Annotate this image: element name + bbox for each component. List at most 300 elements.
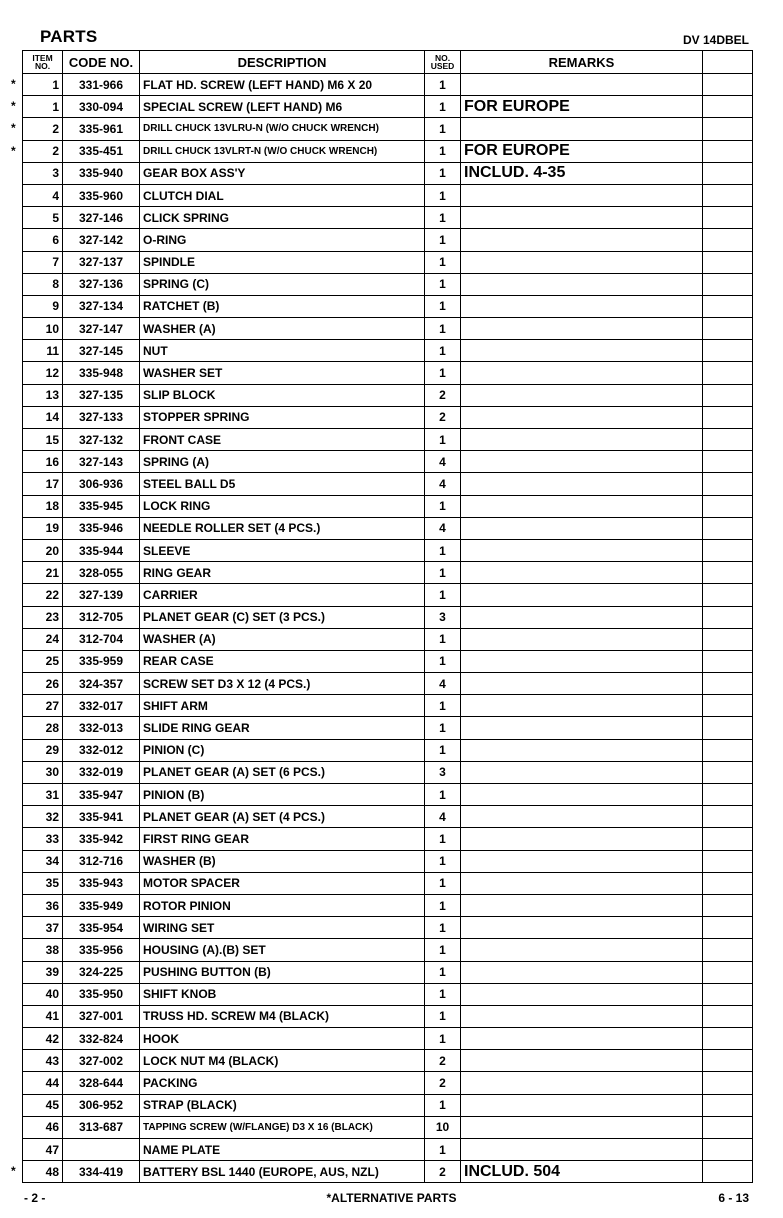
remarks-cell — [461, 184, 703, 206]
remarks-cell — [461, 229, 703, 251]
blank-cell — [703, 140, 753, 162]
quantity-used-cell: 1 — [425, 251, 461, 273]
code-number-cell: 332-824 — [63, 1028, 140, 1050]
code-number-cell: 327-136 — [63, 273, 140, 295]
remarks-cell — [461, 894, 703, 916]
item-number-cell — [23, 473, 63, 495]
item-number-cell — [23, 695, 63, 717]
item-number-cell — [23, 517, 63, 539]
blank-cell — [703, 207, 753, 229]
description-cell: WASHER SET — [140, 362, 425, 384]
description-cell: WASHER (A) — [140, 318, 425, 340]
code-number-cell: 335-954 — [63, 917, 140, 939]
table-row — [23, 850, 753, 872]
table-row — [23, 229, 753, 251]
item-number: 34 — [45, 854, 59, 869]
blank-cell — [703, 473, 753, 495]
description-cell: SPECIAL SCREW (LEFT HAND) M6 — [140, 96, 425, 118]
description-cell: LOCK RING — [140, 495, 425, 517]
item-number: 1 — [52, 77, 59, 92]
blank-cell — [703, 318, 753, 340]
item-number: 14 — [45, 410, 59, 425]
code-number-cell: 327-145 — [63, 340, 140, 362]
table-row — [23, 362, 753, 384]
blank-cell — [703, 162, 753, 184]
quantity-used-cell: 10 — [425, 1116, 461, 1138]
item-number: 28 — [45, 721, 59, 736]
item-number: 17 — [45, 476, 59, 491]
item-number-cell — [23, 650, 63, 672]
description-cell: SHIFT ARM — [140, 695, 425, 717]
table-row — [23, 1028, 753, 1050]
quantity-used-cell: 1 — [425, 784, 461, 806]
alternative-part-marker: * — [11, 1164, 16, 1179]
item-number: 3 — [52, 166, 59, 181]
description-cell: STOPPER SPRING — [140, 406, 425, 428]
code-number-cell: 324-357 — [63, 673, 140, 695]
item-number: 26 — [45, 676, 59, 691]
table-row — [23, 1161, 753, 1183]
remarks-cell — [461, 761, 703, 783]
table-row — [23, 761, 753, 783]
description-cell: SLEEVE — [140, 539, 425, 561]
header-remarks: REMARKS — [461, 51, 703, 74]
description-cell: SCREW SET D3 X 12 (4 PCS.) — [140, 673, 425, 695]
remarks-cell — [461, 384, 703, 406]
remarks-cell: INCLUD. 4-35 — [461, 162, 703, 184]
remarks-cell — [461, 362, 703, 384]
blank-cell — [703, 828, 753, 850]
blank-cell — [703, 606, 753, 628]
code-number-cell: 335-943 — [63, 872, 140, 894]
blank-cell — [703, 184, 753, 206]
code-number-cell: 335-947 — [63, 784, 140, 806]
remarks-cell — [461, 828, 703, 850]
table-row — [23, 961, 753, 983]
quantity-used-cell: 3 — [425, 761, 461, 783]
quantity-used-cell: 4 — [425, 517, 461, 539]
alternative-part-marker: * — [11, 143, 16, 158]
page-number-right: 6 - 13 — [718, 1191, 749, 1205]
description-cell: HOUSING (A).(B) SET — [140, 939, 425, 961]
description-cell: PLANET GEAR (A) SET (4 PCS.) — [140, 806, 425, 828]
item-number: 48 — [45, 1164, 59, 1179]
table-row — [23, 517, 753, 539]
table-row — [23, 384, 753, 406]
table-row — [23, 695, 753, 717]
item-number-cell — [11, 118, 63, 140]
quantity-used-cell: 1 — [425, 539, 461, 561]
item-number-cell — [23, 384, 63, 406]
item-number: 37 — [45, 920, 59, 935]
blank-cell — [703, 784, 753, 806]
item-number-cell — [11, 74, 63, 96]
item-number: 20 — [45, 543, 59, 558]
quantity-used-cell: 4 — [425, 473, 461, 495]
description-cell: SLIP BLOCK — [140, 384, 425, 406]
quantity-used-cell: 1 — [425, 118, 461, 140]
alternative-part-marker: * — [11, 121, 16, 136]
blank-cell — [703, 362, 753, 384]
blank-cell — [703, 1005, 753, 1027]
code-number-cell: 335-960 — [63, 184, 140, 206]
item-number: 24 — [45, 632, 59, 647]
description-cell: CLUTCH DIAL — [140, 184, 425, 206]
item-number: 31 — [45, 787, 59, 802]
description-cell: PINION (B) — [140, 784, 425, 806]
quantity-used-cell: 1 — [425, 1005, 461, 1027]
blank-cell — [703, 406, 753, 428]
table-row — [23, 273, 753, 295]
item-number: 10 — [45, 321, 59, 336]
code-number-cell: 327-143 — [63, 451, 140, 473]
header-blank — [703, 51, 753, 74]
code-number-cell: 335-961 — [63, 118, 140, 140]
table-row — [23, 495, 753, 517]
quantity-used-cell: 1 — [425, 650, 461, 672]
item-number-cell — [23, 184, 63, 206]
remarks-cell — [461, 207, 703, 229]
remarks-cell — [461, 695, 703, 717]
table-row — [23, 207, 753, 229]
quantity-used-cell: 1 — [425, 362, 461, 384]
item-number: 30 — [45, 765, 59, 780]
blank-cell — [703, 1028, 753, 1050]
description-cell: PINION (C) — [140, 739, 425, 761]
quantity-used-cell: 1 — [425, 495, 461, 517]
table-header-row — [23, 51, 753, 74]
blank-cell — [703, 251, 753, 273]
code-number-cell: 327-147 — [63, 318, 140, 340]
code-number-cell: 335-451 — [63, 140, 140, 162]
blank-cell — [703, 96, 753, 118]
code-number-cell: 332-019 — [63, 761, 140, 783]
quantity-used-cell: 1 — [425, 1094, 461, 1116]
item-number: 27 — [45, 698, 59, 713]
description-cell: PUSHING BUTTON (B) — [140, 961, 425, 983]
item-number: 46 — [45, 1120, 59, 1135]
table-row — [23, 140, 753, 162]
remarks-cell — [461, 961, 703, 983]
code-number-cell: 306-936 — [63, 473, 140, 495]
item-number: 33 — [45, 831, 59, 846]
remarks-cell: INCLUD. 504 — [461, 1161, 703, 1183]
code-number-cell: 335-949 — [63, 894, 140, 916]
item-number-cell — [23, 429, 63, 451]
description-cell: FIRST RING GEAR — [140, 828, 425, 850]
code-number-cell: 328-055 — [63, 562, 140, 584]
code-number-cell: 313-687 — [63, 1116, 140, 1138]
code-number-cell: 335-959 — [63, 650, 140, 672]
code-number-cell: 327-139 — [63, 584, 140, 606]
remarks-cell — [461, 584, 703, 606]
item-number: 1 — [52, 99, 59, 114]
table-row — [23, 1072, 753, 1094]
item-number: 9 — [52, 299, 59, 314]
code-number-cell: 327-002 — [63, 1050, 140, 1072]
quantity-used-cell: 1 — [425, 273, 461, 295]
item-number: 38 — [45, 942, 59, 957]
item-number: 16 — [45, 454, 59, 469]
quantity-used-cell: 1 — [425, 184, 461, 206]
item-number-cell — [23, 451, 63, 473]
blank-cell — [703, 295, 753, 317]
quantity-used-cell: 1 — [425, 917, 461, 939]
remarks-cell — [461, 983, 703, 1005]
blank-cell — [703, 429, 753, 451]
item-number-cell — [11, 1161, 63, 1183]
description-cell: PACKING — [140, 1072, 425, 1094]
remarks-cell — [461, 1072, 703, 1094]
item-number: 36 — [45, 898, 59, 913]
remarks-cell — [461, 1116, 703, 1138]
item-number-cell — [23, 828, 63, 850]
quantity-used-cell: 3 — [425, 606, 461, 628]
item-number-cell — [23, 917, 63, 939]
item-number: 42 — [45, 1031, 59, 1046]
quantity-used-cell: 1 — [425, 628, 461, 650]
remarks-cell — [461, 74, 703, 96]
blank-cell — [703, 1139, 753, 1161]
description-cell: SHIFT KNOB — [140, 983, 425, 1005]
remarks-cell — [461, 806, 703, 828]
table-row — [23, 96, 753, 118]
remarks-cell — [461, 517, 703, 539]
item-number-cell — [23, 673, 63, 695]
code-number-cell: 327-134 — [63, 295, 140, 317]
quantity-used-cell: 2 — [425, 1050, 461, 1072]
remarks-cell: FOR EUROPE — [461, 140, 703, 162]
item-number-cell — [23, 872, 63, 894]
item-number-cell — [23, 1050, 63, 1072]
blank-cell — [703, 74, 753, 96]
quantity-used-cell: 1 — [425, 429, 461, 451]
description-cell: O-RING — [140, 229, 425, 251]
remarks-cell — [461, 340, 703, 362]
item-number-cell — [23, 739, 63, 761]
quantity-used-cell: 1 — [425, 584, 461, 606]
code-number-cell: 330-094 — [63, 96, 140, 118]
item-number-cell — [23, 539, 63, 561]
item-number-cell — [23, 295, 63, 317]
code-number-cell: 332-013 — [63, 717, 140, 739]
quantity-used-cell: 1 — [425, 1028, 461, 1050]
item-number-cell — [23, 362, 63, 384]
item-number-cell — [23, 761, 63, 783]
description-cell: BATTERY BSL 1440 (EUROPE, AUS, NZL) — [140, 1161, 425, 1183]
table-row — [23, 295, 753, 317]
quantity-used-cell: 4 — [425, 451, 461, 473]
quantity-used-cell: 1 — [425, 340, 461, 362]
description-cell: WASHER (B) — [140, 850, 425, 872]
blank-cell — [703, 229, 753, 251]
blank-cell — [703, 517, 753, 539]
table-row — [23, 451, 753, 473]
table-row — [23, 939, 753, 961]
item-number: 45 — [45, 1098, 59, 1113]
code-number-cell: 335-944 — [63, 539, 140, 561]
remarks-cell — [461, 606, 703, 628]
description-cell: SLIDE RING GEAR — [140, 717, 425, 739]
blank-cell — [703, 983, 753, 1005]
remarks-cell — [461, 917, 703, 939]
quantity-used-cell: 1 — [425, 318, 461, 340]
remarks-cell — [461, 1139, 703, 1161]
remarks-cell — [461, 318, 703, 340]
description-cell: HOOK — [140, 1028, 425, 1050]
item-number-cell — [23, 406, 63, 428]
quantity-used-cell: 1 — [425, 1139, 461, 1161]
table-row — [23, 673, 753, 695]
header-no-used: NO. USED — [425, 51, 461, 74]
item-number: 15 — [45, 432, 59, 447]
description-cell: WIRING SET — [140, 917, 425, 939]
blank-cell — [703, 739, 753, 761]
item-number: 41 — [45, 1009, 59, 1024]
alternative-parts-note: *ALTERNATIVE PARTS — [326, 1191, 457, 1205]
quantity-used-cell: 4 — [425, 673, 461, 695]
blank-cell — [703, 118, 753, 140]
code-number-cell: 327-133 — [63, 406, 140, 428]
item-number: 22 — [45, 587, 59, 602]
table-row — [23, 429, 753, 451]
item-number: 21 — [45, 565, 59, 580]
description-cell: SPRING (A) — [140, 451, 425, 473]
code-number-cell: 332-012 — [63, 739, 140, 761]
item-number: 40 — [45, 987, 59, 1002]
alternative-part-marker: * — [11, 99, 16, 114]
code-number-cell: 334-419 — [63, 1161, 140, 1183]
code-number-cell: 312-705 — [63, 606, 140, 628]
quantity-used-cell: 1 — [425, 828, 461, 850]
item-number: 2 — [52, 144, 59, 159]
blank-cell — [703, 1050, 753, 1072]
code-number-cell: 327-135 — [63, 384, 140, 406]
quantity-used-cell: 1 — [425, 894, 461, 916]
item-number-cell — [23, 1139, 63, 1161]
code-number-cell: 332-017 — [63, 695, 140, 717]
item-number-cell — [23, 784, 63, 806]
code-number-cell: 306-952 — [63, 1094, 140, 1116]
item-number-cell — [23, 340, 63, 362]
item-number-cell — [23, 1094, 63, 1116]
model-number: DV 14DBEL — [682, 33, 749, 47]
item-number: 23 — [45, 610, 59, 625]
blank-cell — [703, 1161, 753, 1183]
item-number: 6 — [52, 232, 59, 247]
description-cell: REAR CASE — [140, 650, 425, 672]
description-cell: CLICK SPRING — [140, 207, 425, 229]
remarks-cell — [461, 495, 703, 517]
blank-cell — [703, 1072, 753, 1094]
description-cell: PLANET GEAR (A) SET (6 PCS.) — [140, 761, 425, 783]
code-number-cell: 312-716 — [63, 850, 140, 872]
code-number-cell: 335-956 — [63, 939, 140, 961]
blank-cell — [703, 1116, 753, 1138]
description-cell: SPRING (C) — [140, 273, 425, 295]
code-number-cell: 335-940 — [63, 162, 140, 184]
remarks-cell — [461, 784, 703, 806]
description-cell: GEAR BOX ASS'Y — [140, 162, 425, 184]
remarks-cell — [461, 650, 703, 672]
code-number-cell: 335-942 — [63, 828, 140, 850]
description-cell: TRUSS HD. SCREW M4 (BLACK) — [140, 1005, 425, 1027]
description-cell: STEEL BALL D5 — [140, 473, 425, 495]
blank-cell — [703, 894, 753, 916]
table-row — [23, 628, 753, 650]
remarks-cell — [461, 739, 703, 761]
quantity-used-cell: 1 — [425, 850, 461, 872]
header-item-no: ITEM NO. — [23, 51, 63, 74]
quantity-used-cell: 2 — [425, 1161, 461, 1183]
table-row — [23, 784, 753, 806]
description-cell: NUT — [140, 340, 425, 362]
quantity-used-cell: 1 — [425, 74, 461, 96]
blank-cell — [703, 939, 753, 961]
item-number: 12 — [45, 366, 59, 381]
remarks-cell — [461, 939, 703, 961]
code-number-cell: 335-950 — [63, 983, 140, 1005]
blank-cell — [703, 650, 753, 672]
description-cell: TAPPING SCREW (W/FLANGE) D3 X 16 (BLACK) — [140, 1116, 425, 1138]
blank-cell — [703, 872, 753, 894]
header-description: DESCRIPTION — [140, 51, 425, 74]
item-number: 5 — [52, 210, 59, 225]
remarks-cell — [461, 1005, 703, 1027]
code-number-cell: 328-644 — [63, 1072, 140, 1094]
description-cell: LOCK NUT M4 (BLACK) — [140, 1050, 425, 1072]
quantity-used-cell: 1 — [425, 961, 461, 983]
quantity-used-cell: 4 — [425, 806, 461, 828]
code-number-cell: 335-946 — [63, 517, 140, 539]
quantity-used-cell: 1 — [425, 140, 461, 162]
remarks-cell — [461, 451, 703, 473]
item-number-cell — [23, 606, 63, 628]
table-row — [23, 828, 753, 850]
description-cell: MOTOR SPACER — [140, 872, 425, 894]
item-number-cell — [23, 961, 63, 983]
remarks-cell — [461, 273, 703, 295]
item-number-cell — [23, 229, 63, 251]
blank-cell — [703, 562, 753, 584]
item-number-cell — [23, 318, 63, 340]
item-number: 29 — [45, 743, 59, 758]
item-number: 2 — [52, 121, 59, 136]
item-number: 32 — [45, 809, 59, 824]
code-number-cell: 327-001 — [63, 1005, 140, 1027]
remarks-cell — [461, 1028, 703, 1050]
blank-cell — [703, 673, 753, 695]
item-number-cell — [23, 717, 63, 739]
item-number-cell — [23, 495, 63, 517]
item-number: 18 — [45, 499, 59, 514]
remarks-cell — [461, 295, 703, 317]
blank-cell — [703, 806, 753, 828]
blank-cell — [703, 717, 753, 739]
blank-cell — [703, 451, 753, 473]
quantity-used-cell: 1 — [425, 96, 461, 118]
item-number-cell — [23, 207, 63, 229]
blank-cell — [703, 273, 753, 295]
blank-cell — [703, 384, 753, 406]
remarks-cell — [461, 473, 703, 495]
table-row — [23, 1005, 753, 1027]
remarks-cell — [461, 251, 703, 273]
quantity-used-cell: 1 — [425, 562, 461, 584]
remarks-cell — [461, 1050, 703, 1072]
item-number-cell — [23, 162, 63, 184]
remarks-cell: FOR EUROPE — [461, 96, 703, 118]
